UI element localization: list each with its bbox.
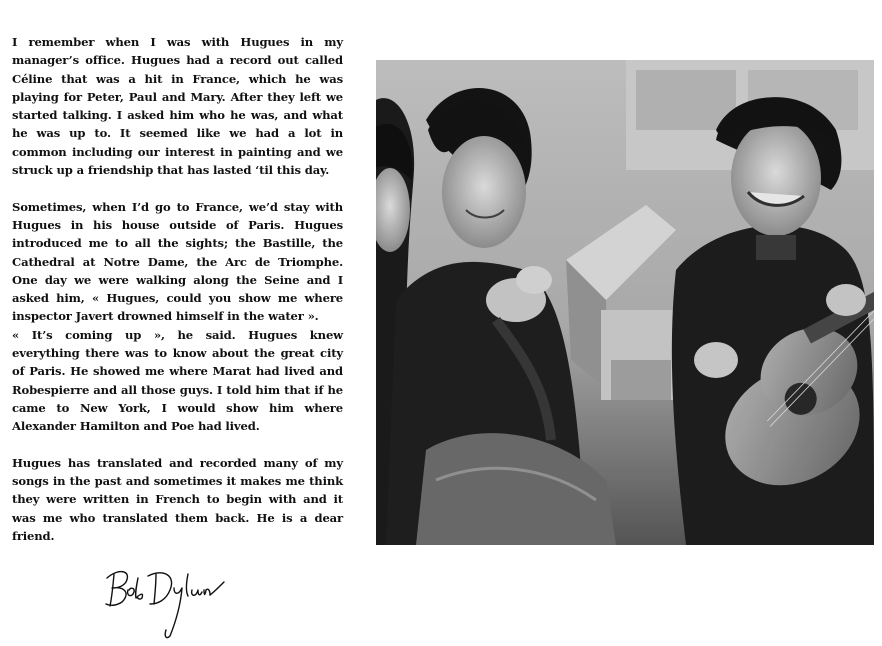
paragraph-paris-reply: « It’s coming up », he said. Hugues knew everything there was to know about the great city of Paris. He showed me where Marat had lived and Robespierre and all those guys. I told him that if he came to New York, I would show him where Alexander Hamilton and Poe had lived. <box>12 327 343 434</box>
letter-text <box>12 33 343 545</box>
paragraph-manager-office: I remember when I was with Hugues in my manager’s office. Hugues had a record out called Céline that was a hit in France, which he was playing for Peter, Paul and Mary. After they left we started talking. I asked him who he was, and what he was up to. It seemed like we had a lot in common including our interest in painting and we struck up a friendship that has lasted ‘til this day. <box>12 35 343 178</box>
handwritten-signature <box>104 560 234 642</box>
paragraph-france-visit: Sometimes, when I’d go to France, we’d stay with Hugues in his house outside of Paris. Hugues introduced me to all the sights; the Bastille, the Cathedral at Notre Dame, the Arc de Triomphe. One day we were walking along the Seine and I asked him, « Hugues, could you show me where inspector Javert drowned himself in the water ». <box>12 199 343 324</box>
paragraph-dear-friend: Hugues has translated and recorded many of my songs in the past and sometimes it makes me think they were written in French to begin with and it was me who translated them back. He is a dear friend. <box>12 455 343 544</box>
band-photo <box>376 60 874 545</box>
